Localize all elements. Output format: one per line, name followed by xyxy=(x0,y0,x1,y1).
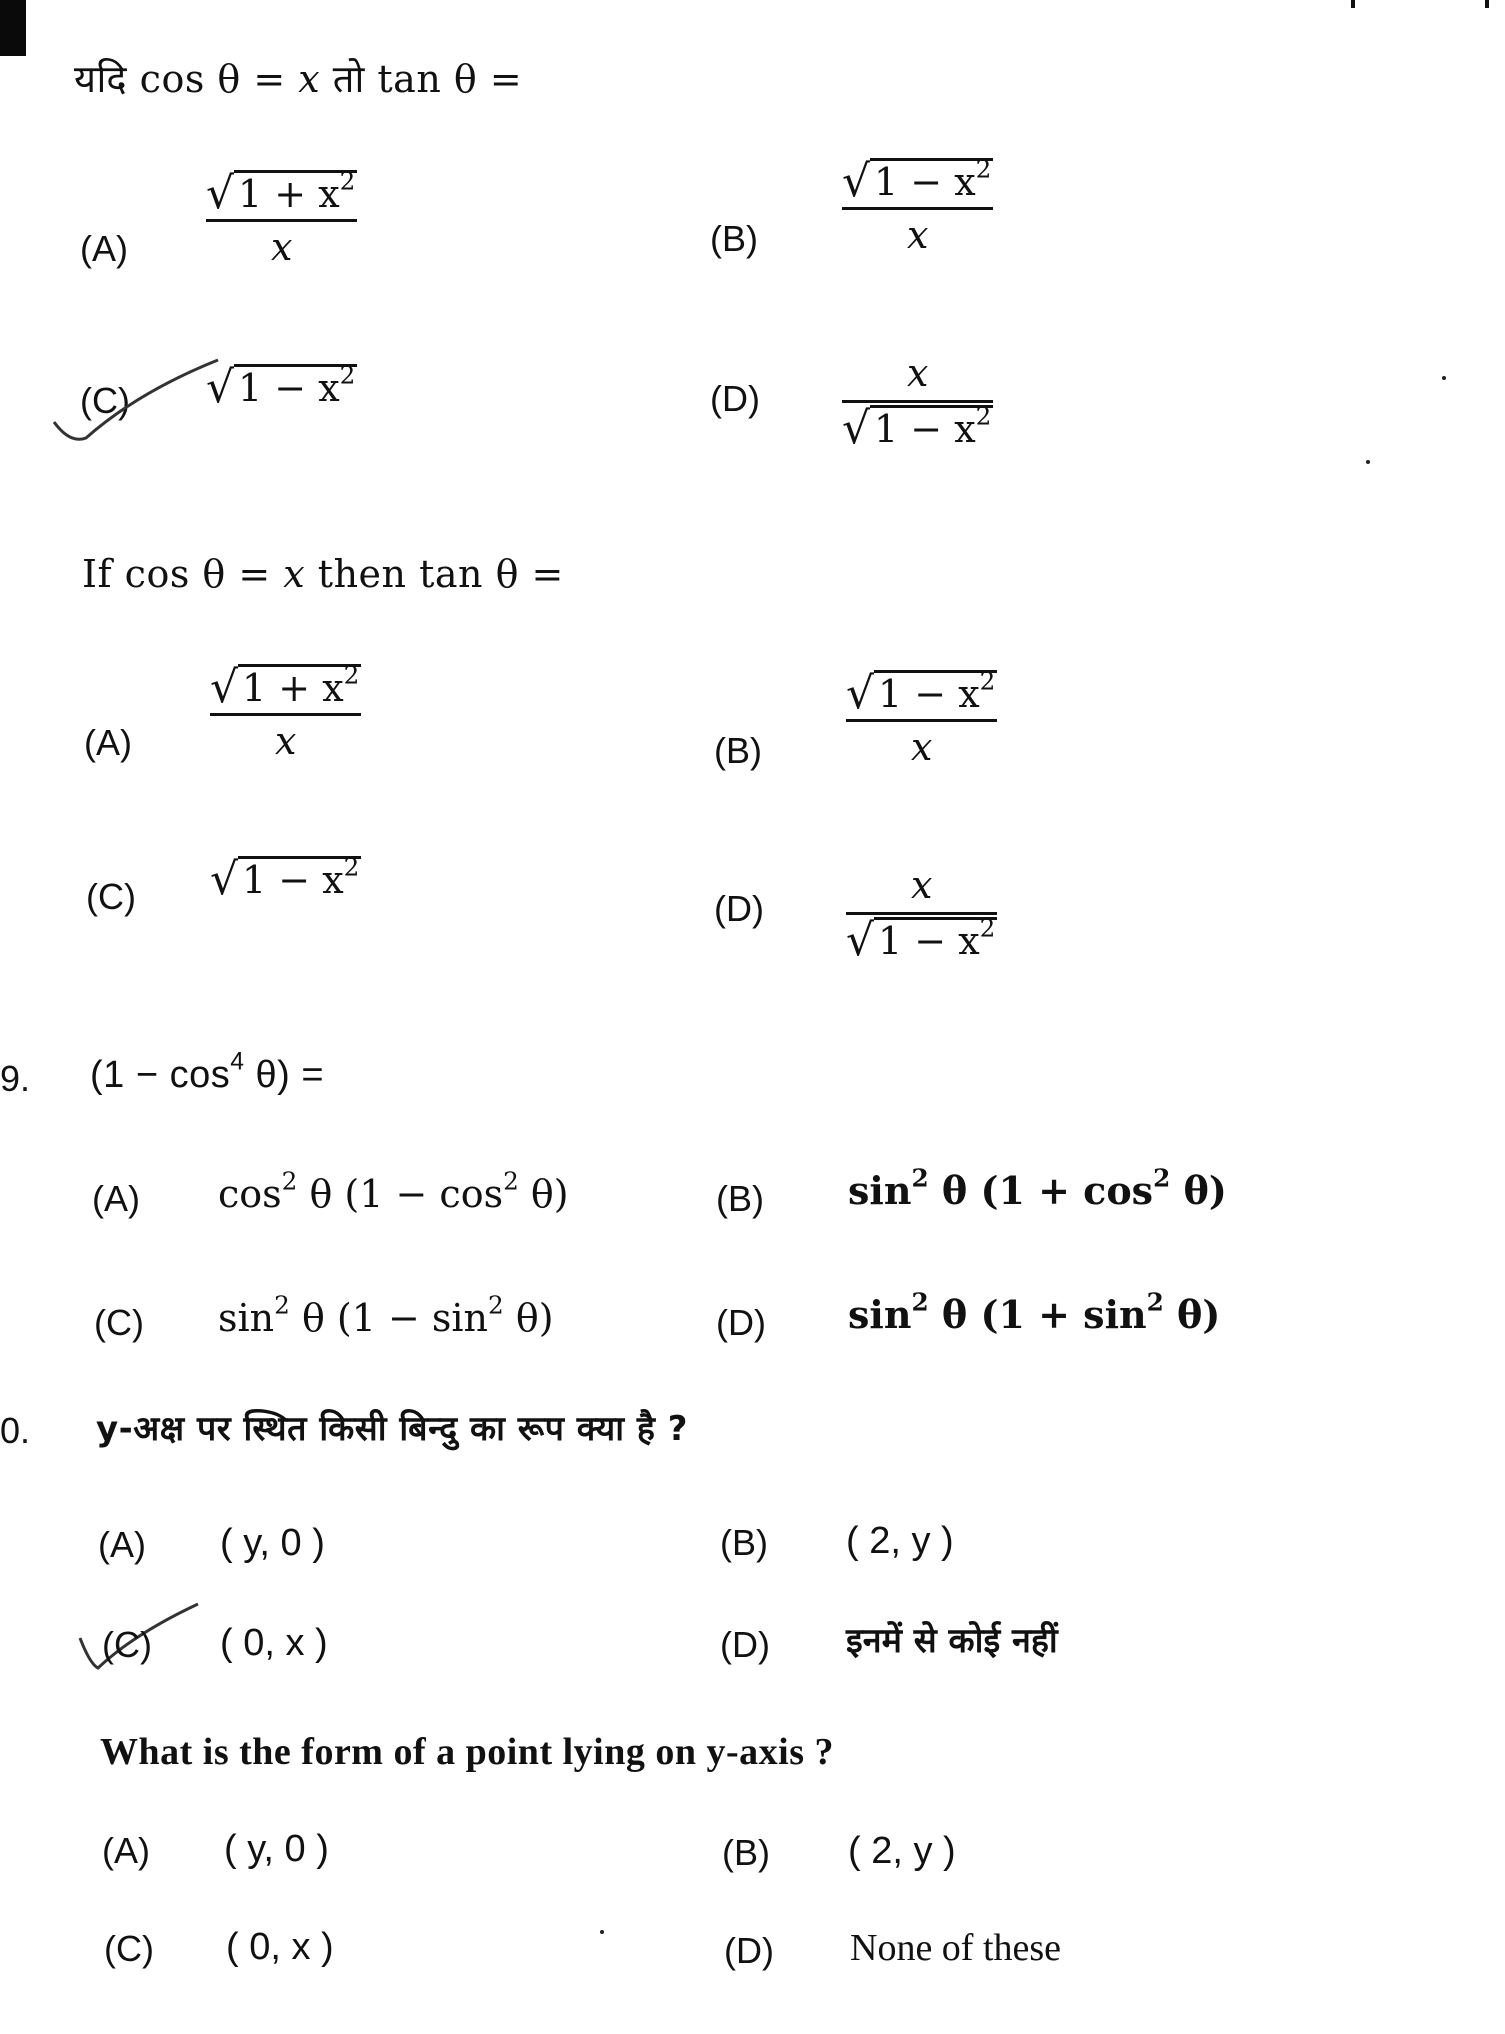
q10e-option-c-value[interactable]: ( 0, x ) xyxy=(226,1926,334,1968)
q9-option-b-value[interactable] xyxy=(848,1163,1227,1213)
q8e-option-a-label[interactable]: (A) xyxy=(84,722,132,763)
question-10-hindi-stem: y-अक्ष पर स्थित किसी बिन्दु का रूप क्या है ? xyxy=(96,1409,688,1449)
q8h-option-c-label[interactable]: (C) xyxy=(80,380,130,421)
q10h-option-d-value[interactable]: इनमें से कोई नहीं xyxy=(846,1621,1058,1661)
stem-mid: then xyxy=(305,552,420,596)
q10e-option-b-label[interactable]: (B) xyxy=(722,1832,770,1873)
stem-part: θ) = xyxy=(244,1054,325,1096)
term: sin xyxy=(848,1168,912,1213)
term: sin xyxy=(848,1292,912,1337)
q9-option-d-label[interactable]: (D) xyxy=(716,1302,766,1343)
question-9-stem xyxy=(90,1048,325,1097)
q10e-option-d-value[interactable]: None of these xyxy=(850,1927,1062,1969)
q9-option-d-value[interactable] xyxy=(848,1287,1221,1337)
term: cos xyxy=(218,1172,282,1216)
q10e-option-c-label[interactable]: (C) xyxy=(104,1928,154,1969)
radicand: 1 − x xyxy=(874,160,976,204)
term: θ) xyxy=(503,1296,554,1340)
stem-cos: cos θ = xyxy=(112,552,284,596)
q8e-option-d-label[interactable]: (D) xyxy=(714,888,764,929)
q8e-option-b-label[interactable]: (B) xyxy=(714,730,762,771)
q10e-option-a-label[interactable]: (A) xyxy=(102,1830,150,1871)
q9-option-c-label[interactable]: (C) xyxy=(94,1302,144,1343)
stem-prefix: यदि xyxy=(74,57,128,101)
q8h-option-a-label[interactable]: (A) xyxy=(80,228,128,269)
term: θ (1 + cos xyxy=(928,1168,1154,1213)
exponent: 2 xyxy=(1153,1163,1171,1193)
scan-speck xyxy=(1366,460,1370,464)
radicand: 1 − x xyxy=(874,406,976,451)
term: θ (1 − sin xyxy=(289,1296,489,1340)
q10h-option-d-label[interactable]: (D) xyxy=(720,1624,770,1665)
question-10-number: 0. xyxy=(0,1410,31,1451)
q8h-option-c-value[interactable] xyxy=(206,360,357,413)
denominator: x xyxy=(910,724,933,769)
term: θ (1 + sin xyxy=(928,1292,1147,1337)
exponent: 2 xyxy=(274,1290,290,1320)
denominator: x xyxy=(274,718,297,763)
q8h-option-b-value[interactable] xyxy=(842,154,993,259)
page-corner-mark xyxy=(0,0,26,56)
exponent: 2 xyxy=(281,1166,298,1196)
sqrt-icon: √ xyxy=(846,668,875,719)
exponent: 2 xyxy=(975,401,992,431)
stem-prefix: If xyxy=(82,552,113,596)
fraction-bar xyxy=(206,219,357,222)
sqrt-icon: √ xyxy=(842,402,871,454)
q9-option-a-label[interactable]: (A) xyxy=(92,1178,140,1219)
sqrt-icon: √ xyxy=(210,854,239,905)
q8e-option-a-value[interactable] xyxy=(210,660,361,765)
term: sin xyxy=(218,1296,275,1340)
q8e-option-b-value[interactable] xyxy=(846,666,997,771)
q10h-option-b-label[interactable]: (B) xyxy=(720,1522,768,1563)
numerator: x xyxy=(906,351,929,395)
radicand: 1 + x xyxy=(238,172,340,216)
question-10-english-stem: What is the form of a point lying on y-axis ? xyxy=(100,1731,834,1773)
q9-option-b-label[interactable]: (B) xyxy=(716,1178,764,1219)
stem-tan: tan θ = xyxy=(419,552,564,596)
exponent: 2 xyxy=(911,1163,929,1193)
exponent: 2 xyxy=(1146,1287,1164,1317)
q9-option-c-value[interactable] xyxy=(218,1290,554,1340)
term: θ) xyxy=(1170,1168,1227,1213)
q9-option-a-value[interactable] xyxy=(218,1166,569,1216)
stem-var: x xyxy=(298,57,321,101)
exponent: 2 xyxy=(343,660,360,690)
exponent: 2 xyxy=(343,852,360,882)
q8e-option-c-label[interactable]: (C) xyxy=(86,876,136,917)
q10e-option-b-value[interactable]: ( 2, y ) xyxy=(848,1830,956,1872)
stem-tan: tan θ = xyxy=(377,57,523,101)
sqrt-icon: √ xyxy=(206,168,235,219)
stem-part: (1 − cos xyxy=(90,1054,231,1096)
exponent: 2 xyxy=(975,154,992,184)
sqrt-icon: √ xyxy=(210,662,239,713)
q8h-option-d-value[interactable] xyxy=(842,350,993,454)
stem-mid: तो xyxy=(320,57,378,101)
term: θ (1 − cos xyxy=(297,1172,504,1216)
q10h-option-c-label[interactable]: (C) xyxy=(102,1624,152,1665)
denominator: x xyxy=(906,212,929,257)
exponent: 2 xyxy=(339,166,356,196)
fraction-bar xyxy=(210,713,361,716)
exponent: 4 xyxy=(230,1048,245,1076)
sqrt-icon: √ xyxy=(846,914,875,966)
exponent: 2 xyxy=(503,1166,519,1196)
q10e-option-d-label[interactable]: (D) xyxy=(724,1930,774,1971)
radicand: 1 − x xyxy=(238,366,340,410)
radicand: 1 − x xyxy=(878,672,980,716)
q10h-option-c-value[interactable]: ( 0, x ) xyxy=(220,1622,328,1664)
q10h-option-a-value[interactable]: ( y, 0 ) xyxy=(220,1522,325,1564)
exponent: 2 xyxy=(911,1287,929,1317)
fraction-bar xyxy=(842,207,993,210)
page-number-bracket xyxy=(1351,0,1489,8)
question-8-hindi-stem xyxy=(74,52,522,104)
stem-cos: cos θ = xyxy=(139,57,299,101)
denominator: x xyxy=(270,224,293,269)
sqrt-icon: √ xyxy=(842,156,871,207)
q8e-option-d-value[interactable] xyxy=(846,862,997,966)
q8h-option-a-value[interactable] xyxy=(206,166,357,271)
q10h-option-b-value[interactable]: ( 2, y ) xyxy=(846,1520,954,1562)
q10e-option-a-value[interactable]: ( y, 0 ) xyxy=(224,1828,329,1870)
exponent: 2 xyxy=(979,913,996,943)
radicand: 1 − x xyxy=(878,918,980,963)
scan-speck xyxy=(1442,376,1446,380)
exponent: 2 xyxy=(979,666,996,696)
radicand: 1 + x xyxy=(242,666,344,710)
fraction-bar xyxy=(846,719,997,722)
radicand: 1 − x xyxy=(242,858,344,902)
q8e-option-c-value[interactable] xyxy=(210,852,361,905)
question-8-english-stem xyxy=(82,552,564,596)
stem-var: x xyxy=(283,552,306,596)
term: θ) xyxy=(1163,1292,1221,1337)
sqrt-icon: √ xyxy=(206,362,235,413)
q10h-option-a-label[interactable]: (A) xyxy=(98,1524,146,1565)
q8h-option-b-label[interactable]: (B) xyxy=(710,218,758,259)
term: θ) xyxy=(518,1172,569,1216)
exponent: 2 xyxy=(488,1290,504,1320)
numerator: x xyxy=(910,863,933,907)
scan-speck xyxy=(600,1930,604,1934)
q8h-option-d-label[interactable]: (D) xyxy=(710,378,760,419)
exponent: 2 xyxy=(339,360,356,390)
question-9-number: 9. xyxy=(0,1058,31,1099)
